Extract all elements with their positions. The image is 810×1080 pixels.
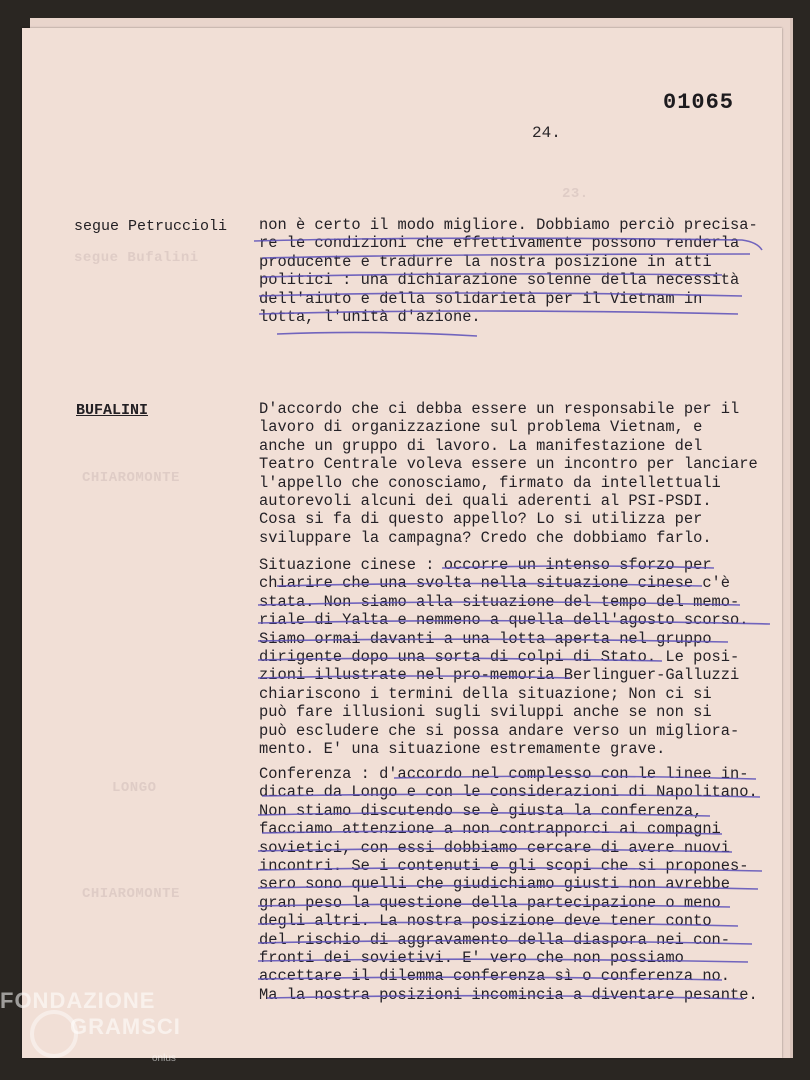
- text-line: Situazione cinese : occorre un intenso sforzo per: [259, 556, 712, 574]
- ink-underline: [277, 332, 477, 336]
- paragraph: [259, 765, 779, 1004]
- text-line: incontri. Se i contenuti e gli scopi che si propones-: [259, 856, 749, 875]
- text-line: Cosa si fa di questo appello? Lo si utilizza per: [259, 510, 703, 529]
- text-line: dicate da Longo e con le considerazioni di Napolitano.: [259, 783, 758, 802]
- ghost-page-number: 23.: [562, 186, 589, 202]
- document-page: [22, 28, 782, 1058]
- text-line: del rischio di aggravamento della diaspora nei con-: [259, 930, 731, 949]
- text-line: può escludere che si possa andare verso un migliora-: [259, 721, 740, 740]
- text-line: Conferenza : d'accordo nel complesso con le linee in-: [259, 765, 749, 783]
- speaker-name: segue Petruccioli: [74, 218, 228, 235]
- text-line: lotta, l'unità d'azione.: [259, 307, 481, 326]
- speaker-name: BUFALINI: [76, 402, 149, 419]
- archive-number: 01065: [663, 90, 735, 115]
- watermark-line: GRAMSCI: [70, 1014, 181, 1039]
- text-line: Siamo ormai davanti a una lotta aperta nel gruppo: [259, 629, 712, 648]
- foundation-watermark: [0, 988, 200, 1064]
- text-line: stata. Non siamo alla situazione del tempo del memo-: [259, 592, 740, 611]
- text-line: riale di Yalta e nemmeno a quella dell'agosto scorso.: [259, 611, 749, 630]
- text-line: producente e tradurre la nostra posizione in atti: [259, 252, 712, 271]
- text-line: lavoro di organizzazione sul problema Vietnam, e: [259, 418, 703, 437]
- text-line: fronti dei sovietivi. E' vero che non possiamo: [259, 948, 684, 967]
- text-line: Ma la nostra posizioni incomincia a diventare pesante.: [259, 985, 758, 1004]
- text-line: accettare il dilemma conferenza sì o conferenza no.: [259, 967, 731, 986]
- ghost-speaker: CHIAROMONTE: [82, 470, 180, 486]
- text-line: Non stiamo discutendo se è giusta la conferenza,: [259, 801, 703, 820]
- text-line: chiarire che una svolta nella situazione cinese c'è: [259, 574, 731, 593]
- paragraph: [259, 400, 779, 547]
- text-line: sero sono quelli che giudichiamo giusti non avrebbe: [259, 875, 731, 894]
- text-line: non è certo il modo migliore. Dobbiamo perciò precisa-: [259, 216, 758, 234]
- text-line: re le condizioni che effettivamente possono renderla: [259, 234, 740, 253]
- text-line: Teatro Centrale voleva essere un incontro per lanciare: [259, 455, 758, 474]
- text-line: zioni illustrate nel pro-memoria Berlinguer-Galluzzi: [259, 666, 740, 685]
- text-line: sviluppare la campagna? Credo che dobbiamo farlo.: [259, 528, 712, 547]
- gramsci-logo-icon: [30, 1010, 78, 1058]
- text-line: D'accordo che ci debba essere un responsabile per il: [259, 400, 740, 418]
- text-line: sovietici, con essi dobbiamo cercare di avere nuovi: [259, 838, 731, 857]
- text-line: facciamo attenzione a non contrapporci ai compagni: [259, 820, 721, 839]
- page-number: 24.: [532, 124, 561, 142]
- ghost-speaker: segue Bufalini: [74, 250, 199, 266]
- watermark-line: FONDAZIONE: [0, 988, 156, 1013]
- text-line: politici : una dichiarazione solenne della necessità: [259, 271, 740, 290]
- text-line: autorevoli alcuni dei quali aderenti al PSI-PSDI.: [259, 491, 712, 510]
- ghost-speaker: LONGO: [112, 780, 157, 796]
- paragraph: [259, 556, 779, 758]
- text-line: gran peso la questione della partecipazione o meno: [259, 893, 721, 912]
- text-line: l'appello che conosciamo, firmato da intellettuali: [259, 473, 721, 492]
- text-line: dell'aiuto e della solidarietà per il Vietnam in: [259, 289, 703, 308]
- text-line: può fare illusioni sugli sviluppi anche se non si: [259, 703, 712, 722]
- text-line: dirigente dopo una sorta di colpi di Stato. Le posi-: [259, 647, 740, 666]
- text-line: chiariscono i termini della situazione; Non ci si: [259, 684, 712, 703]
- watermark-subtitle: onlus: [152, 1053, 176, 1064]
- paragraph: [259, 216, 779, 326]
- ghost-speaker: CHIAROMONTE: [82, 886, 180, 902]
- text-line: anche un gruppo di lavoro. La manifestazione del: [259, 436, 703, 455]
- text-line: degli altri. La nostra posizione deve tener conto: [259, 912, 712, 931]
- text-line: mento. E' una situazione estremamente grave.: [259, 739, 666, 758]
